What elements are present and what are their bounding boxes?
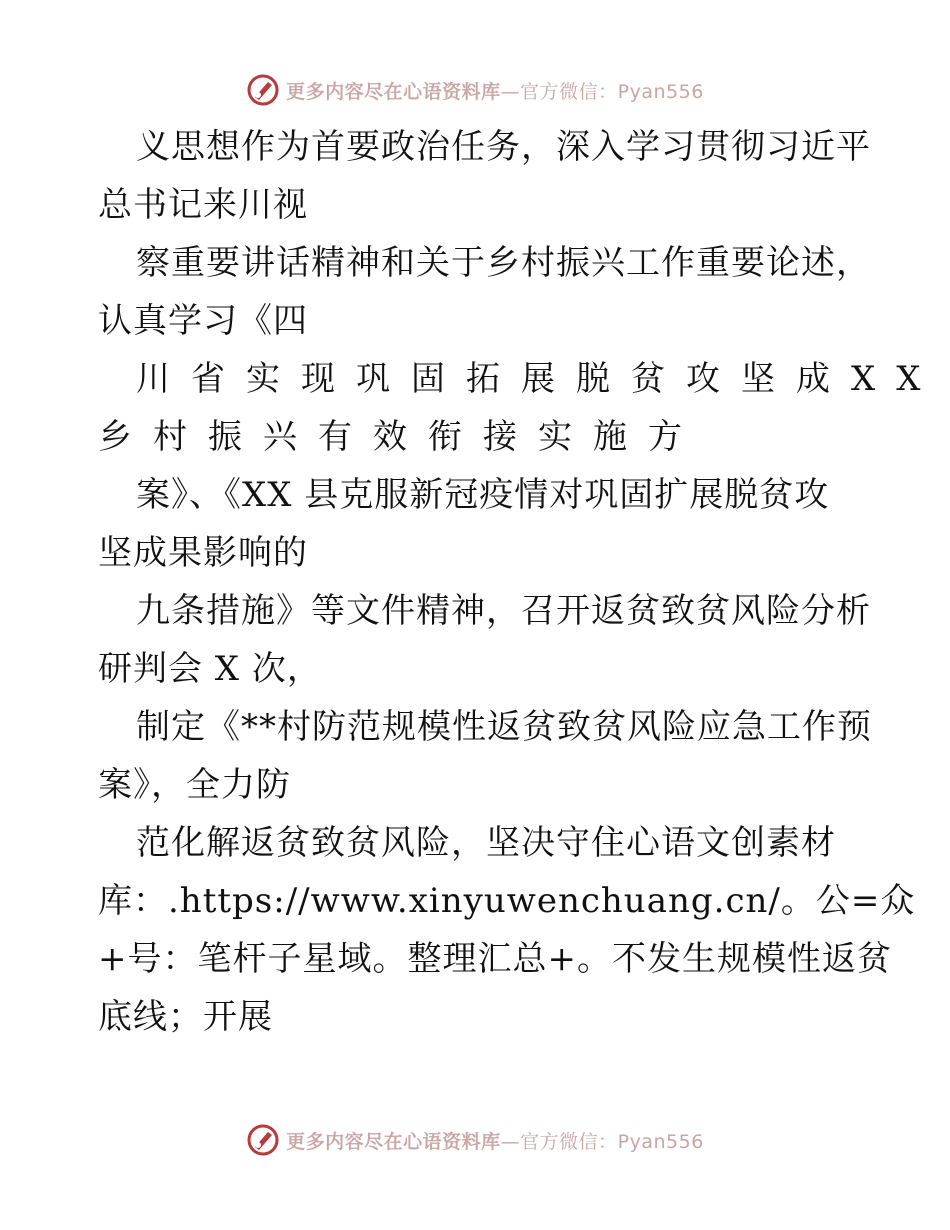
text-line: 案》、《XX 县克服新冠疫情对巩固扩展脱贫攻 [136, 475, 830, 515]
footer-banner-text: 更多内容尽在心语资料库—官方微信：Pyan556 [286, 1130, 704, 1153]
text-line: 川省实现巩固拓展脱贫攻坚成XX [136, 359, 942, 399]
header-banner-text: 更多内容尽在心语资料库—官方微信：Pyan556 [286, 80, 704, 103]
text-line: 库：.https://www.xinyuwenchuang.cn/。公=众 [98, 881, 916, 921]
text-line: 乡村振兴有效衔接实施方 [98, 417, 703, 457]
text-line: 坚成果影响的 [98, 533, 308, 573]
text-line: 义思想作为首要政治任务，深入学习贯彻习近平 [136, 127, 871, 167]
header-banner [0, 70, 950, 110]
footer-banner [0, 1120, 950, 1160]
text-line: 制定《**村防范规模性返贫致贫风险应急工作预 [136, 707, 872, 747]
text-line: +号：笔杆子星域。整理汇总+。不发生规模性返贫 [98, 939, 892, 979]
text-line: 底线；开展 [98, 997, 273, 1037]
pen-logo-icon [246, 1123, 280, 1157]
text-line: 案》，全力防 [98, 765, 291, 805]
text-line: 察重要讲话精神和关于乡村振兴工作重要论述， [136, 243, 871, 283]
text-line: 总书记来川视 [98, 185, 308, 225]
text-line: 九条措施》等文件精神，召开返贫致贫风险分析 [136, 591, 871, 631]
document-body [98, 118, 942, 1046]
text-line: 认真学习《四 [98, 301, 308, 341]
pen-logo-icon [246, 73, 280, 107]
text-line: 研判会 X 次， [98, 649, 322, 689]
text-line: 范化解返贫致贫风险，坚决守住心语文创素材 [136, 823, 836, 863]
